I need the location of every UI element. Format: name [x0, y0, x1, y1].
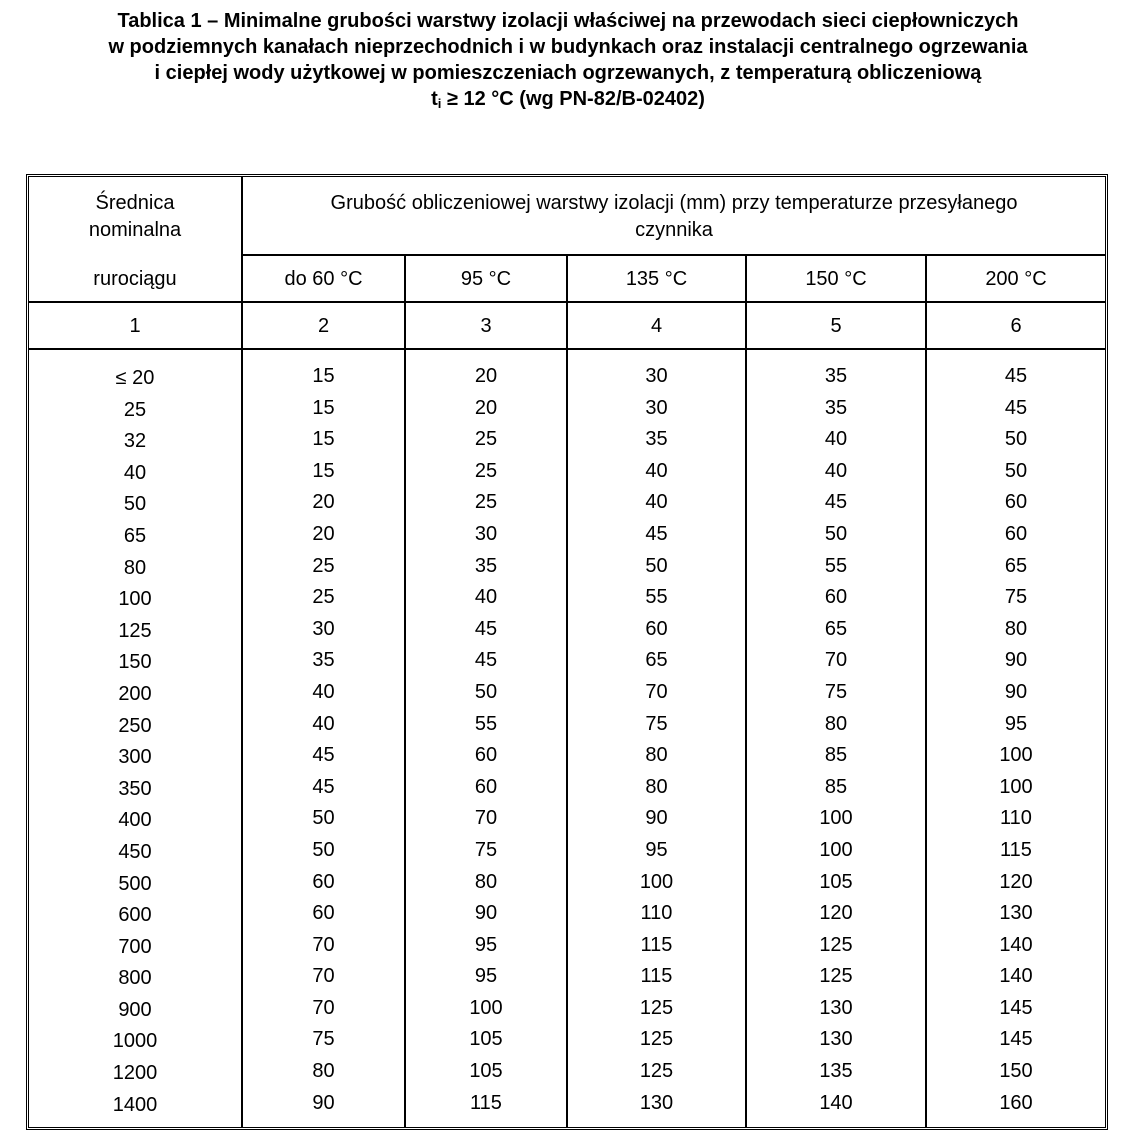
thickness-cell: 90 — [312, 1091, 335, 1114]
thickness-cell: 100 — [999, 744, 1033, 767]
diameter-cell: 80 — [123, 556, 147, 579]
thickness-cell: 45 — [312, 775, 335, 798]
diameter-cell: 250 — [118, 714, 152, 737]
thickness-cell: 40 — [312, 712, 335, 735]
thickness-cell: 25 — [474, 459, 498, 482]
thickness-cell: 90 — [645, 807, 668, 830]
thickness-cell: 70 — [474, 807, 498, 830]
thickness-cell: 30 — [474, 522, 498, 545]
thickness-cell: 15 — [312, 459, 335, 482]
thickness-cell: 85 — [824, 744, 848, 767]
thickness-cell: 45 — [474, 649, 498, 672]
thickness-cell: 35 — [474, 554, 498, 577]
diameter-cell: 50 — [123, 493, 147, 516]
column-number: 1 — [129, 315, 141, 337]
thickness-cell: 150 — [999, 1060, 1033, 1083]
thickness-cell: 55 — [645, 586, 668, 609]
diameter-cell: 800 — [118, 967, 152, 990]
thickness-cell: 100 — [819, 807, 853, 830]
thickness-cell: 30 — [645, 396, 668, 419]
thickness-cell: 50 — [824, 522, 848, 545]
diameter-cell: ≤ 20 — [115, 367, 155, 389]
column-number: 5 — [830, 315, 842, 337]
thickness-cell: 95 — [474, 965, 498, 988]
thickness-cell: 130 — [639, 1091, 674, 1114]
thickness-cell: 15 — [312, 428, 335, 451]
diameter-cell: 450 — [118, 840, 152, 863]
thickness-cell: 35 — [824, 365, 848, 387]
diameter-cell: 350 — [118, 777, 152, 800]
thickness-cell: 45 — [1004, 396, 1028, 419]
thickness-cell: 60 — [474, 775, 498, 798]
diameter-cell: 40 — [123, 461, 147, 484]
thickness-cell: 35 — [645, 428, 668, 451]
thickness-cell: 65 — [645, 649, 668, 672]
thickness-cell: 35 — [824, 396, 848, 419]
thickness-cell: 100 — [819, 838, 853, 861]
thickness-cell: 45 — [474, 617, 498, 640]
caption-line-1: Tablica 1 – Minimalne grubości warstwy izolacji właściwej na przewodach sieci ciepłowniczych — [117, 10, 1019, 32]
thickness-cell: 145 — [999, 1028, 1033, 1051]
header-group-line-2: czynnika — [635, 219, 713, 241]
diameter-cell: 900 — [118, 998, 152, 1021]
thickness-cell: 85 — [824, 775, 848, 798]
thickness-cell: 45 — [312, 744, 335, 767]
thickness-cell: 125 — [819, 965, 853, 988]
thickness-cell: 65 — [824, 617, 848, 640]
thickness-cell: 50 — [474, 680, 498, 703]
header-temp-200: 200 °C — [985, 268, 1047, 290]
thickness-cell: 15 — [312, 396, 335, 419]
thickness-cell: 30 — [645, 365, 668, 387]
thickness-cell: 40 — [645, 491, 668, 514]
thickness-cell: 125 — [639, 996, 674, 1019]
thickness-cell: 90 — [1004, 649, 1028, 672]
caption-line-4 — [0, 86, 1136, 112]
thickness-cell: 40 — [645, 459, 668, 482]
caption-subscript-i: i — [437, 96, 442, 111]
diameter-cell: 400 — [118, 809, 152, 832]
thickness-cell: 25 — [312, 586, 335, 609]
header-diameter-line-1: Średnica — [95, 192, 175, 214]
thickness-cell: 70 — [312, 996, 335, 1019]
thickness-cell: 80 — [824, 712, 848, 735]
thickness-cell: 80 — [474, 870, 498, 893]
caption-symbol-t: t — [431, 88, 438, 110]
thickness-cell: 35 — [312, 649, 335, 672]
thickness-cell: 110 — [1000, 807, 1032, 830]
thickness-cell: 75 — [312, 1028, 335, 1051]
diameter-cell: 25 — [123, 398, 147, 421]
thickness-cell: 130 — [819, 996, 853, 1019]
thickness-cell: 60 — [1004, 491, 1028, 514]
thickness-cell: 115 — [1000, 838, 1032, 861]
thickness-cell: 20 — [312, 522, 335, 545]
thickness-cell: 40 — [824, 459, 848, 482]
thickness-cell: 110 — [640, 902, 673, 925]
thickness-cell: 40 — [474, 586, 498, 609]
thickness-cell: 90 — [474, 902, 498, 925]
thickness-cell: 55 — [474, 712, 498, 735]
thickness-cell: 45 — [824, 491, 848, 514]
diameter-cell: 700 — [118, 935, 152, 958]
column-number: 6 — [1010, 315, 1022, 337]
thickness-cell: 100 — [469, 996, 503, 1019]
diameter-cell: 100 — [118, 588, 152, 611]
thickness-cell: 60 — [824, 586, 848, 609]
thickness-cell: 115 — [470, 1091, 502, 1114]
thickness-cell: 105 — [469, 1060, 503, 1083]
column-temp-135 — [568, 361, 745, 1119]
thickness-cell: 115 — [640, 933, 673, 956]
thickness-cell: 140 — [999, 965, 1033, 988]
thickness-cell: 80 — [645, 744, 668, 767]
header-temp-135: 135 °C — [625, 268, 688, 290]
thickness-cell: 20 — [474, 396, 498, 419]
diameter-cell: 200 — [118, 682, 152, 705]
column-temp-200 — [927, 361, 1105, 1119]
thickness-cell: 70 — [312, 933, 335, 956]
thickness-cell: 75 — [474, 838, 498, 861]
thickness-cell: 60 — [312, 902, 335, 925]
diameter-cell: 1000 — [112, 1030, 158, 1053]
column-number: 2 — [317, 315, 330, 337]
thickness-cell: 50 — [645, 554, 668, 577]
caption-condition: ≥ 12 °C (wg PN-82/B-02402) — [441, 88, 705, 110]
thickness-cell: 160 — [999, 1091, 1033, 1114]
thickness-cell: 95 — [645, 838, 668, 861]
diameter-cell: 65 — [123, 524, 147, 547]
diameter-cell: 600 — [118, 904, 152, 927]
thickness-cell: 55 — [824, 554, 848, 577]
thickness-cell: 65 — [1004, 554, 1028, 577]
thickness-cell: 60 — [645, 617, 668, 640]
grid-line — [29, 348, 1105, 350]
thickness-cell: 70 — [645, 680, 668, 703]
header-diameter-line-3: rurociągu — [93, 268, 177, 290]
thickness-cell: 50 — [1004, 459, 1028, 482]
thickness-cell: 125 — [819, 933, 853, 956]
thickness-cell: 25 — [312, 554, 335, 577]
diameter-cell: 150 — [118, 651, 152, 674]
column-number: 3 — [480, 315, 492, 337]
grid-line — [29, 301, 1105, 303]
header-diameter-line-2: nominalna — [88, 219, 182, 241]
column-number: 4 — [650, 315, 663, 337]
table-caption — [0, 8, 1136, 112]
thickness-cell: 80 — [1004, 617, 1028, 640]
thickness-cell: 135 — [819, 1060, 853, 1083]
thickness-cell: 75 — [1004, 586, 1028, 609]
thickness-cell: 60 — [474, 744, 498, 767]
thickness-cell: 120 — [999, 870, 1033, 893]
header-thickness-group — [243, 190, 1105, 244]
thickness-cell: 95 — [1004, 712, 1028, 735]
column-temp-150 — [747, 361, 925, 1119]
diameter-cell: 125 — [118, 619, 152, 642]
header-temp-150: 150 °C — [805, 268, 867, 290]
column-diameter — [29, 363, 241, 1121]
column-temp-95 — [406, 361, 566, 1119]
thickness-cell: 130 — [819, 1028, 853, 1051]
thickness-cell: 20 — [474, 365, 498, 387]
thickness-cell: 70 — [312, 965, 335, 988]
thickness-cell: 130 — [999, 902, 1033, 925]
header-group-line-1: Grubość obliczeniowej warstwy izolacji (mm) przy temperaturze przesyłanego — [330, 192, 1018, 214]
thickness-cell: 45 — [645, 522, 668, 545]
thickness-cell: 25 — [474, 491, 498, 514]
thickness-cell: 40 — [824, 428, 848, 451]
caption-line-3: i ciepłej wody użytkowej w pomieszczeniach ogrzewanych, z temperaturą obliczeniową — [154, 62, 982, 84]
thickness-cell: 50 — [312, 807, 335, 830]
thickness-cell: 25 — [474, 428, 498, 451]
thickness-cell: 95 — [474, 933, 498, 956]
thickness-cell: 105 — [469, 1028, 503, 1051]
thickness-cell: 105 — [819, 870, 853, 893]
thickness-cell: 75 — [645, 712, 668, 735]
thickness-cell: 50 — [312, 838, 335, 861]
thickness-cell: 75 — [824, 680, 848, 703]
thickness-cell: 50 — [1004, 428, 1028, 451]
diameter-cell: 32 — [123, 430, 147, 453]
thickness-cell: 100 — [639, 870, 674, 893]
column-temp-60 — [243, 361, 404, 1119]
header-temp-95: 95 °C — [460, 268, 512, 290]
thickness-cell: 140 — [819, 1091, 853, 1114]
thickness-cell: 145 — [999, 996, 1033, 1019]
thickness-cell: 60 — [1004, 522, 1028, 545]
thickness-cell: 140 — [999, 933, 1033, 956]
thickness-cell: 30 — [312, 617, 335, 640]
diameter-cell: 500 — [118, 872, 152, 895]
diameter-cell: 1400 — [112, 1093, 158, 1116]
header-temp-60: do 60 °C — [284, 268, 363, 290]
thickness-cell: 80 — [312, 1060, 335, 1083]
header-diameter — [29, 190, 241, 244]
thickness-cell: 115 — [640, 965, 673, 988]
thickness-cell: 20 — [312, 491, 335, 514]
thickness-cell: 70 — [824, 649, 848, 672]
thickness-cell: 125 — [639, 1060, 674, 1083]
diameter-cell: 1200 — [112, 1062, 158, 1085]
thickness-cell: 125 — [639, 1028, 674, 1051]
thickness-cell: 40 — [312, 680, 335, 703]
thickness-cell: 90 — [1004, 680, 1028, 703]
caption-line-2: w podziemnych kanałach nieprzechodnich i w budynkach oraz instalacji centralnego ogrzewania — [108, 36, 1028, 58]
thickness-cell: 80 — [645, 775, 668, 798]
thickness-cell: 45 — [1004, 365, 1028, 387]
thickness-cell: 120 — [819, 902, 853, 925]
thickness-cell: 100 — [999, 775, 1033, 798]
thickness-cell: 60 — [312, 870, 335, 893]
thickness-cell: 15 — [312, 365, 335, 387]
grid-line — [242, 254, 1105, 256]
diameter-cell: 300 — [118, 746, 152, 769]
